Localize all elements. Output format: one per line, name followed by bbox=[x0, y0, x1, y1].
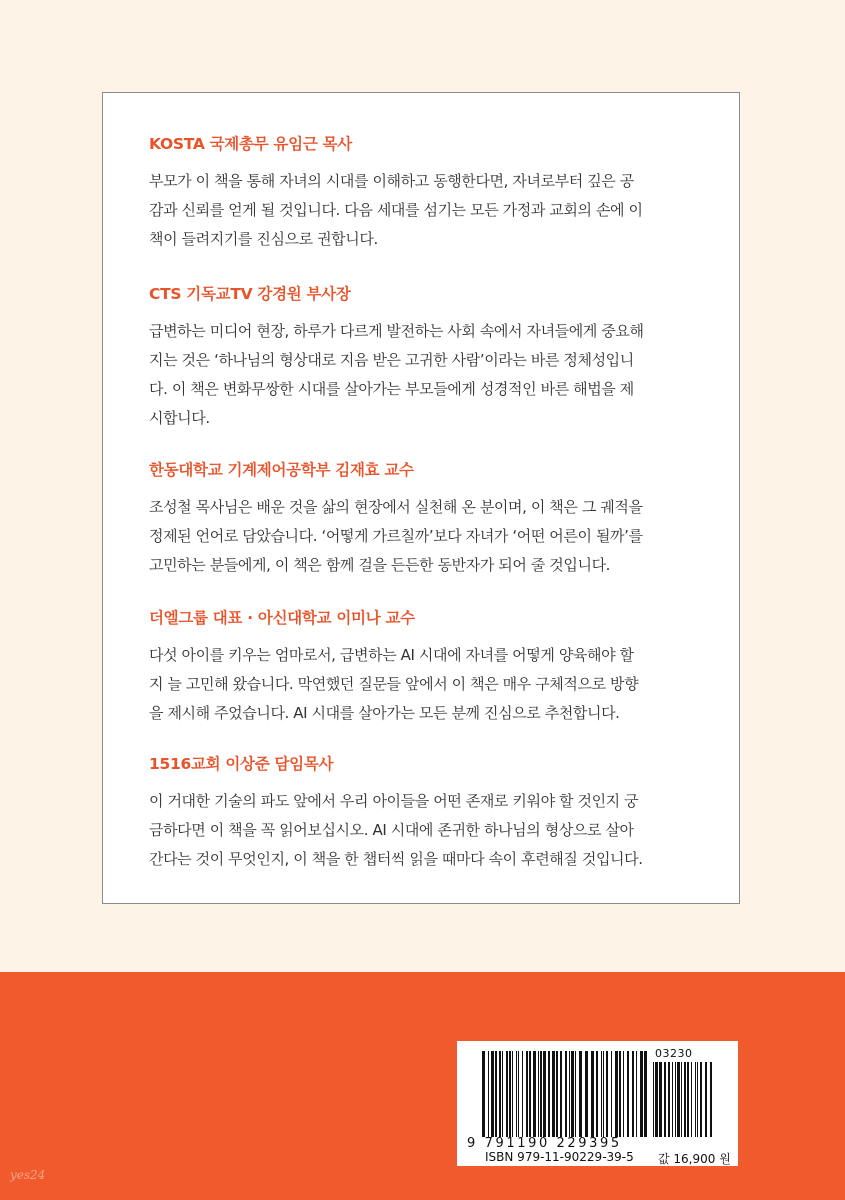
review-entry-2 bbox=[149, 283, 709, 433]
barcode-bar bbox=[697, 1062, 698, 1137]
review-line: 책이 들려지기를 진심으로 권합니다. bbox=[149, 230, 378, 248]
watermark: yes24 bbox=[10, 1168, 46, 1182]
barcode-bar bbox=[684, 1062, 686, 1137]
barcode-bar bbox=[705, 1062, 707, 1137]
barcode-bar bbox=[495, 1051, 497, 1137]
barcode-main-bars bbox=[482, 1051, 648, 1137]
barcode-bar bbox=[596, 1051, 598, 1137]
barcode-bar bbox=[677, 1062, 680, 1137]
barcode-bar bbox=[529, 1051, 531, 1137]
barcode-bar bbox=[533, 1051, 536, 1137]
barcode-bar bbox=[516, 1051, 517, 1137]
review-line: 간다는 것이 무엇인지, 이 책을 한 챕터씩 읽을 때마다 속이 후련해질 것입니다. bbox=[149, 850, 643, 868]
barcode-bar bbox=[499, 1051, 501, 1137]
review-line: 감과 신뢰를 얻게 될 것입니다. 다음 세대를 섬기는 모든 가정과 교회의 손에 이 bbox=[149, 201, 643, 219]
barcode-bar bbox=[611, 1051, 612, 1137]
barcode-bar bbox=[538, 1051, 539, 1137]
review-line: 다섯 아이를 키우는 엄마로서, 급변하는 AI 시대에 자녀를 어떻게 양육해야 할 bbox=[149, 646, 634, 664]
reviewer-heading: 더엘그룹 대표 · 아신대학교 이미나 교수 bbox=[149, 609, 415, 627]
barcode-bar bbox=[506, 1051, 508, 1137]
barcode-bar bbox=[653, 1062, 654, 1137]
reviewer-heading: CTS 기독교TV 강경원 부사장 bbox=[149, 285, 351, 303]
review-line: 지는 것은 ‘하나님의 형상대로 지음 받은 고귀한 사람’이라는 바른 정체성입니 bbox=[149, 351, 634, 369]
review-line: 금하다면 이 책을 꼭 읽어보십시오. AI 시대에 존귀한 하나님의 형상으로 살아 bbox=[149, 821, 634, 839]
reviewer-heading: 한동대학교 기계제어공학부 김재효 교수 bbox=[149, 461, 414, 479]
barcode-addon-bars bbox=[653, 1062, 715, 1137]
barcode-bar bbox=[560, 1051, 562, 1137]
barcode-digits: 9 791190 229395 bbox=[467, 1136, 622, 1151]
barcode-bar bbox=[591, 1051, 594, 1137]
barcode-bar bbox=[575, 1051, 576, 1137]
barcode-bar bbox=[491, 1051, 494, 1137]
barcode-bar bbox=[569, 1051, 570, 1137]
barcode-bar bbox=[691, 1062, 692, 1137]
barcode-bar bbox=[640, 1051, 643, 1137]
review-line: 지 늘 고민해 왔습니다. 막연했던 질문들 앞에서 이 책은 매우 구체적으로 방향 bbox=[149, 675, 639, 693]
barcode-bar bbox=[668, 1062, 670, 1137]
isbn-number: ISBN 979-11-90229-39-5 bbox=[485, 1150, 634, 1164]
barcode-bar bbox=[615, 1051, 618, 1137]
barcode-bar bbox=[556, 1051, 558, 1137]
review-line: 고민하는 분들에게, 이 책은 함께 걸을 든든한 동반자가 되어 줄 것입니다. bbox=[149, 556, 611, 574]
barcode-bar bbox=[623, 1051, 624, 1137]
barcode-bar bbox=[672, 1062, 673, 1137]
barcode-bar bbox=[675, 1062, 676, 1137]
review-line: 부모가 이 책을 통해 자녀의 시대를 이해하고 동행한다면, 자녀로부터 깊은 공 bbox=[149, 172, 634, 190]
price-label: 값 16,900 원 bbox=[658, 1152, 731, 1166]
review-line: 급변하는 미디어 현장, 하루가 다르게 발전하는 사회 속에서 자녀들에게 중요해 bbox=[149, 322, 644, 340]
recommendation-box bbox=[102, 92, 740, 904]
isbn-barcode-panel bbox=[457, 1041, 738, 1166]
reviewer-heading: KOSTA 국제총무 유임근 목사 bbox=[149, 135, 352, 153]
barcode-bar bbox=[700, 1062, 702, 1137]
barcode-bar bbox=[644, 1051, 647, 1137]
barcode-bar bbox=[565, 1051, 567, 1137]
barcode-bar bbox=[695, 1062, 696, 1137]
barcode-bar bbox=[502, 1051, 503, 1137]
barcode-bar bbox=[603, 1051, 604, 1137]
review-line: 시합니다. bbox=[149, 409, 210, 427]
review-entry-3 bbox=[149, 459, 709, 580]
review-line: 정제된 언어로 담았습니다. ‘어떻게 가르칠까’보다 자녀가 ‘어떤 어른이 될까’를 bbox=[149, 527, 643, 545]
barcode-bar bbox=[488, 1051, 489, 1137]
barcode-bar bbox=[619, 1051, 621, 1137]
reviewer-heading: 1516교회 이상준 담임목사 bbox=[149, 755, 334, 773]
barcode-bar bbox=[655, 1062, 658, 1137]
barcode-bar bbox=[522, 1051, 523, 1137]
review-entry-5 bbox=[149, 753, 709, 874]
barcode-bar bbox=[509, 1051, 511, 1137]
review-line: 조성철 목사님은 배운 것을 삶의 현장에서 실천해 온 분이며, 이 책은 그 궤적을 bbox=[149, 498, 643, 516]
barcode-bar bbox=[552, 1051, 555, 1137]
barcode-bar bbox=[540, 1051, 542, 1137]
addon-code: 03230 bbox=[655, 1047, 693, 1060]
barcode-bar bbox=[543, 1051, 546, 1137]
review-entry-4 bbox=[149, 607, 709, 728]
barcode-bar bbox=[632, 1051, 634, 1137]
barcode-bar bbox=[710, 1062, 712, 1137]
review-line: 다. 이 책은 변화무쌍한 시대를 살아가는 부모들에게 성경적인 바른 해법을 제 bbox=[149, 380, 634, 398]
barcode-bar bbox=[585, 1051, 588, 1137]
barcode-bar bbox=[518, 1051, 519, 1137]
barcode-bar bbox=[664, 1062, 666, 1137]
review-line: 이 거대한 기술의 파도 앞에서 우리 아이들을 어떤 존재로 키워야 할 것인지 궁 bbox=[149, 792, 639, 810]
barcode-bar bbox=[659, 1062, 662, 1137]
barcode-bar bbox=[606, 1051, 608, 1137]
barcode-bar bbox=[526, 1051, 528, 1137]
barcode-bar bbox=[482, 1051, 485, 1137]
review-entry-1 bbox=[149, 133, 709, 254]
barcode-bar bbox=[687, 1062, 689, 1137]
barcode-bar bbox=[512, 1051, 513, 1137]
barcode-bar bbox=[627, 1051, 629, 1137]
barcode-bar bbox=[681, 1062, 682, 1137]
barcode-bar bbox=[601, 1051, 602, 1137]
barcode-bar bbox=[636, 1051, 637, 1137]
barcode-bar bbox=[579, 1051, 582, 1137]
review-line: 을 제시해 주었습니다. AI 시대를 살아가는 모든 분께 진심으로 추천합니다. bbox=[149, 704, 620, 722]
barcode-bar bbox=[571, 1051, 574, 1137]
barcode-bar bbox=[548, 1051, 550, 1137]
